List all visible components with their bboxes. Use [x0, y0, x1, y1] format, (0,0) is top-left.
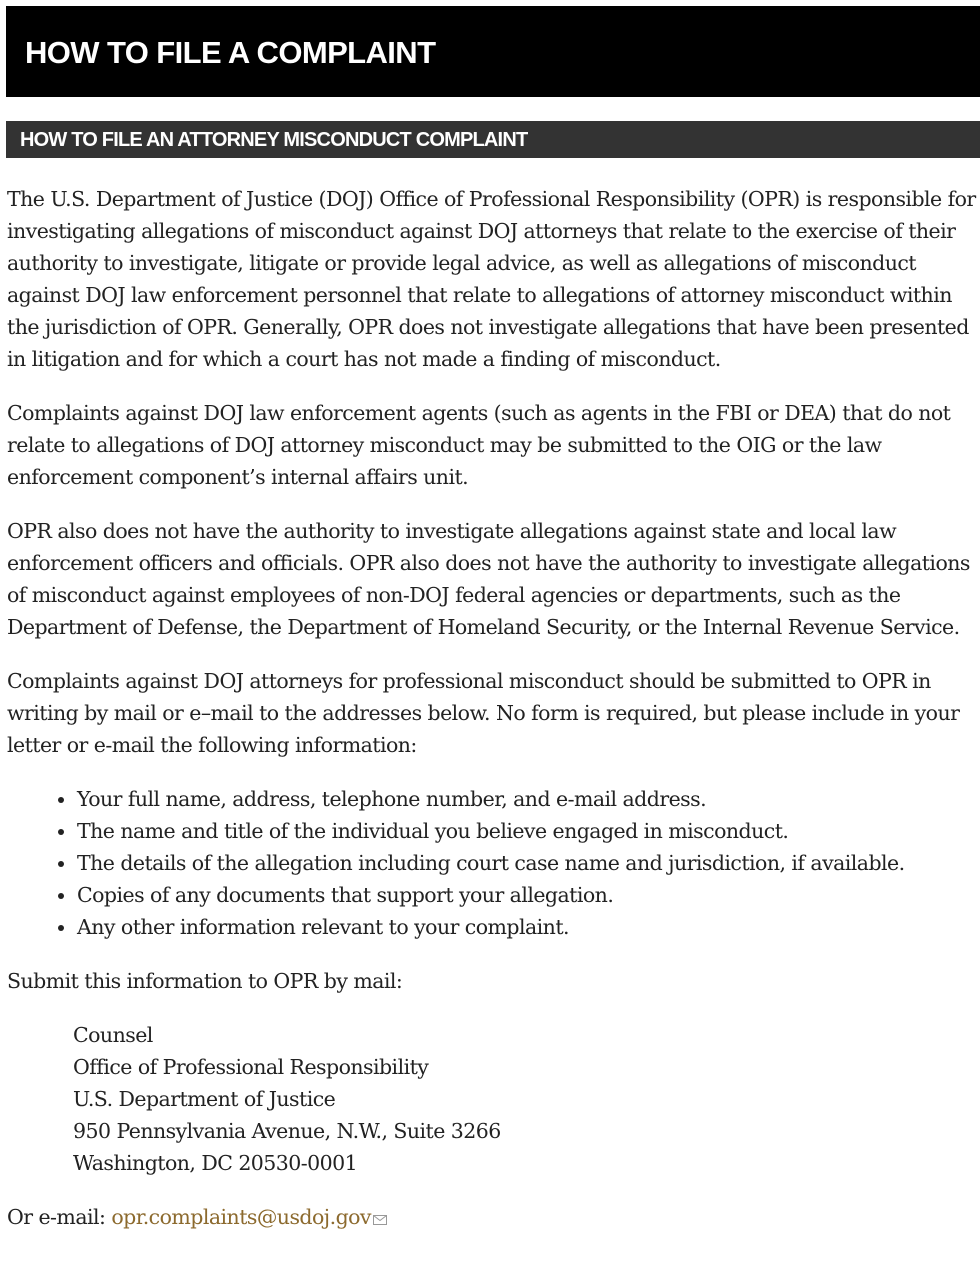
mail-icon	[373, 1215, 387, 1225]
list-item: • The details of the allegation including court case name and jurisdiction, if available.	[77, 847, 979, 879]
section-header	[6, 121, 980, 158]
list-item: • Any other information relevant to your complaint.	[77, 911, 979, 943]
required-info-list	[7, 783, 979, 943]
list-item: • Copies of any documents that support your allegation.	[77, 879, 979, 911]
list-item: • The name and title of the individual you believe engaged in misconduct.	[77, 815, 979, 847]
page-title: HOW TO FILE A COMPLAINT	[25, 35, 436, 70]
address-line: Counsel	[73, 1023, 153, 1047]
section-title: HOW TO FILE AN ATTORNEY MISCONDUCT COMPLAINT	[20, 129, 528, 151]
email-line	[7, 1201, 979, 1233]
email-link[interactable]	[111, 1205, 387, 1229]
address-line: Office of Professional Responsibility	[73, 1055, 429, 1079]
list-item: • Your full name, address, telephone number, and e-mail address.	[77, 783, 979, 815]
address-line: U.S. Department of Justice	[73, 1087, 336, 1111]
paragraph-law-enforcement: Complaints against DOJ law enforcement agents (such as agents in the FBI or DEA) that do not relate to allegations of DOJ attorney misconduct may be submitted to the OIG or the law enforcement component’s internal affairs unit.	[7, 401, 951, 489]
paragraph-authority-limits: OPR also does not have the authority to investigate allegations against state and local law enforcement officers and officials. OPR also does not have the authority to investigate allegations of misconduct against employees of non-DOJ federal agencies or departments, such as the Department of Defense, the Department of Homeland Security, or the Internal Revenue Service.	[7, 519, 970, 639]
mailing-address	[73, 1019, 979, 1179]
address-line: Washington, DC 20530-0001	[73, 1151, 358, 1175]
email-address: opr.complaints@usdoj.gov	[111, 1205, 371, 1229]
address-line: 950 Pennsylvania Avenue, N.W., Suite 3266	[73, 1119, 501, 1143]
paragraph-submission: Complaints against DOJ attorneys for professional misconduct should be submitted to OPR in writing by mail or e–mail to the addresses below. No form is required, but please include in your letter or e-mail the following information:	[7, 669, 960, 757]
article-body	[7, 183, 979, 1255]
email-label: Or e-mail:	[7, 1205, 106, 1229]
paragraph-opr-responsibility: The U.S. Department of Justice (DOJ) Office of Professional Responsibility (OPR) is responsible for investigating allegations of misconduct against DOJ attorneys that relate to the exercise of their authority to investigate, litigate or provide legal advice, as well as allegations of misconduct against DOJ law enforcement personnel that relate to allegations of attorney misconduct within the jurisdiction of OPR. Generally, OPR does not investigate allegations that have been presented in litigation and for which a court has not made a finding of misconduct.	[7, 187, 976, 371]
mail-intro: Submit this information to OPR by mail:	[7, 969, 403, 993]
page-header	[6, 6, 980, 97]
